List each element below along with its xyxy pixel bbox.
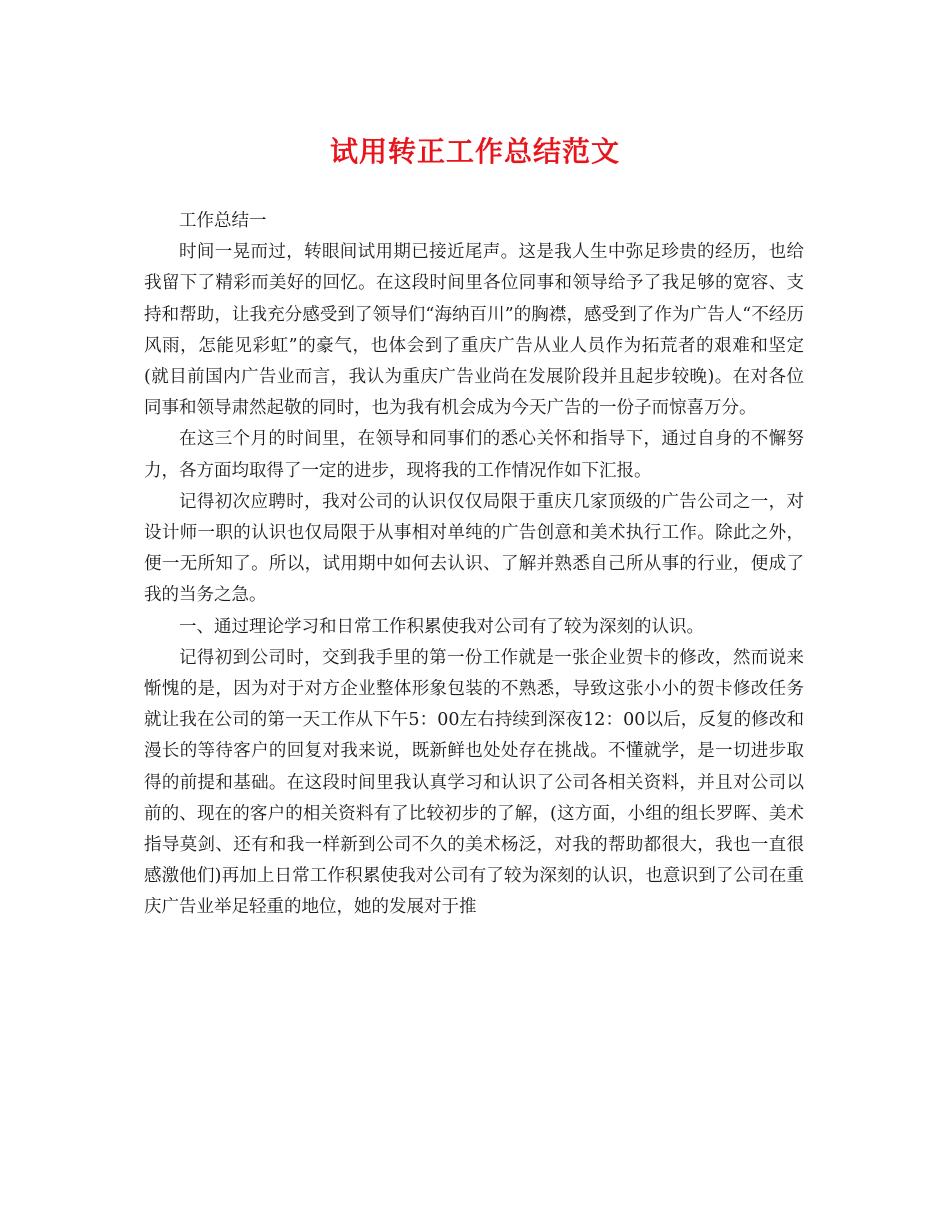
document-title: 试用转正工作总结范文 [329, 135, 620, 168]
paragraph: 时间一晃而过，转眼间试用期已接近尾声。这是我人生中弥足珍贵的经历，也给我留下了精彩而美好的回忆。在这段时间里各位同事和领导给予了我足够的宽容、支持和帮助，让我充分感受到了领导们“海纳百川”的胸襟，感受到了作为广告人“不经历风雨，怎能见彩虹”的豪气，也体会到了重庆广告从业人员作为拓荒者的艰难和坚定(就目前国内广告业而言，我认为重庆广告业尚在发展阶段并且起步较晚)。在对各位同事和领导肃然起敬的同时，也为我有机会成为今天广告的一份子而惊喜万分。 [144, 242, 804, 419]
document-body [144, 206, 804, 924]
paragraph: 记得初到公司时，交到我手里的第一份工作就是一张企业贺卡的修改，然而说来惭愧的是，因为对于对方企业整体形象包装的不熟悉，导致这张小小的贺卡修改任务就让我在公司的第一天工作从下午5：00左右持续到深夜12：00以后，反复的修改和漫长的等待客户的回复对我来说，既新鲜也处处存在挑战。不懂就学，是一切进步取得的前提和基础。在这段时间里我认真学习和认识了公司各相关资料，并且对公司以前的、现在的客户的相关资料有了比较初步的了解，(这方面，小组的组长罗晖、美术指导莫剑、还有和我一样新到公司不久的美术杨泛，对我的帮助都很大，我也一直很感激他们)再加上日常工作积累使我对公司有了较为深刻的认识，也意识到了公司在重庆广告业举足轻重的地位，她的发展对于推 [144, 647, 804, 918]
section-heading: 工作总结一 [179, 211, 267, 231]
paragraph: 记得初次应聘时，我对公司的认识仅仅局限于重庆几家顶级的广告公司之一，对设计师一职的认识也仅局限于从事相对单纯的广告创意和美术执行工作。除此之外，便一无所知了。所以，试用期中如何去认识、了解并熟悉自己所从事的行业，便成了我的当务之急。 [144, 491, 804, 606]
subsection-heading: 一、通过理论学习和日常工作积累使我对公司有了较为深刻的认识。 [179, 616, 704, 637]
paragraph: 在这三个月的时间里，在领导和同事们的悉心关怀和指导下，通过自身的不懈努力，各方面均取得了一定的进步，现将我的工作情况作如下汇报。 [144, 429, 804, 481]
